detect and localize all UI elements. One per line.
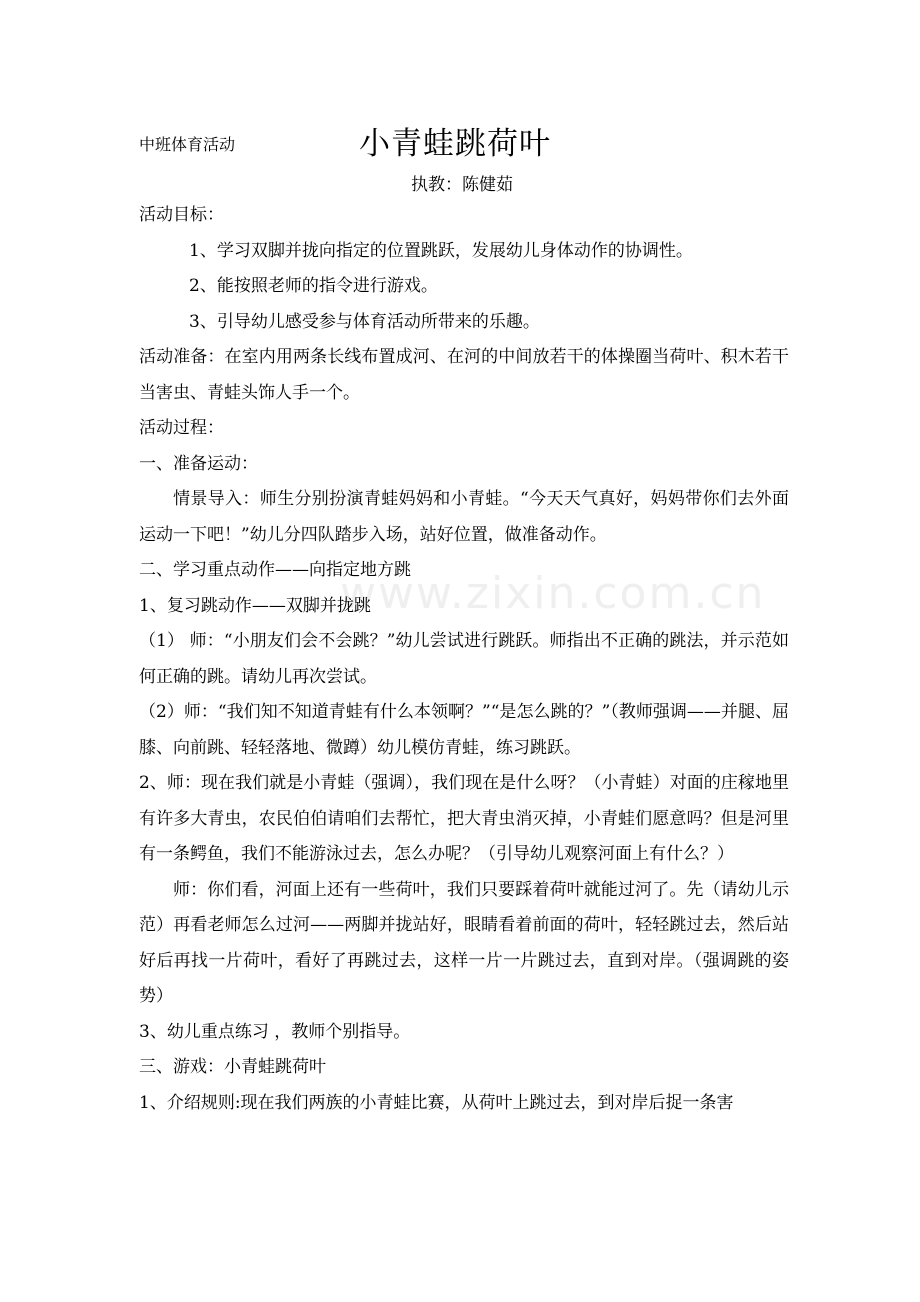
activity-category: 中班体育活动 bbox=[139, 135, 236, 154]
paragraph: 师：你们看，河面上还有一些荷叶，我们只要踩着荷叶就能过河了。先（请幼儿示范）再看老师怎么过河——两脚并拢站好，眼睛看着前面的荷叶，轻轻跳过去，然后站好后再找一片荷叶，看好了再跳过去，这样一片一片跳过去，直到对岸。（强调跳的姿势） bbox=[139, 879, 789, 1006]
paragraph: （1） 师：“小朋友们会不会跳？”幼儿尝试进行跳跃。师指出不正确的跳法，并示范如何正确的跳。请幼儿再次尝试。 bbox=[139, 631, 789, 687]
document-header bbox=[139, 118, 839, 162]
teacher-line: 执教：陈健茹 bbox=[411, 175, 513, 195]
paragraph: 情景导入：师生分别扮演青蛙妈妈和小青蛙。“今天天气真好，妈妈带你们去外面运动一下吧！”幼儿分四队踏步入场，站好位置，做准备动作。 bbox=[139, 489, 789, 545]
paragraph: 活动过程： bbox=[139, 418, 224, 438]
paragraph: 3、幼儿重点练习 ，教师个别指导。 bbox=[139, 1021, 411, 1042]
paragraph: 活动准备：在室内用两条长线布置成河、在河的中间放若干的体操圈当荷叶、积木若干当害虫、青蛙头饰人手一个。 bbox=[139, 347, 789, 403]
watermark: www.zixin.com.cn bbox=[340, 568, 766, 619]
paragraph: 3、引导幼儿感受参与体育活动所带来的乐趣。 bbox=[189, 311, 540, 332]
paragraph: （2）师：“我们知不知道青蛙有什么本领啊？”“是怎么跳的？”（教师强调——并腿、屈膝、向前跳、轻轻落地、微蹲）幼儿模仿青蛙，练习跳跃。 bbox=[139, 702, 789, 758]
paragraph: 活动目标： bbox=[139, 205, 224, 225]
paragraph: 三、游戏：小青蛙跳荷叶 bbox=[139, 1057, 326, 1077]
paragraph: 2、师：现在我们就是小青蛙（强调），我们现在是什么呀？（小青蛙）对面的庄稼地里有许多大青虫，农民伯伯请咱们去帮忙，把大青虫消灭掉，小青蛙们愿意吗？但是河里有一条鳄鱼，我们不能游泳过去，怎么办呢？（引导幼儿观察河面上有什么？） bbox=[139, 773, 789, 864]
paragraph: 1、学习双脚并拢向指定的位置跳跃，发展幼儿身体动作的协调性。 bbox=[189, 240, 693, 261]
paragraph: 1、复习跳动作——双脚并拢跳 bbox=[139, 595, 371, 616]
paragraph: 1、介绍规则:现在我们两族的小青蛙比赛，从荷叶上跳过去，到对岸后捉一条害 bbox=[139, 1092, 734, 1113]
paragraph: 二、学习重点动作——向指定地方跳 bbox=[139, 560, 411, 580]
page-title: 小青蛙跳荷叶 bbox=[359, 126, 551, 162]
paragraph: 一、准备运动： bbox=[139, 453, 258, 474]
document-body bbox=[139, 198, 789, 1121]
paragraph: 2、能按照老师的指令进行游戏。 bbox=[189, 276, 438, 296]
